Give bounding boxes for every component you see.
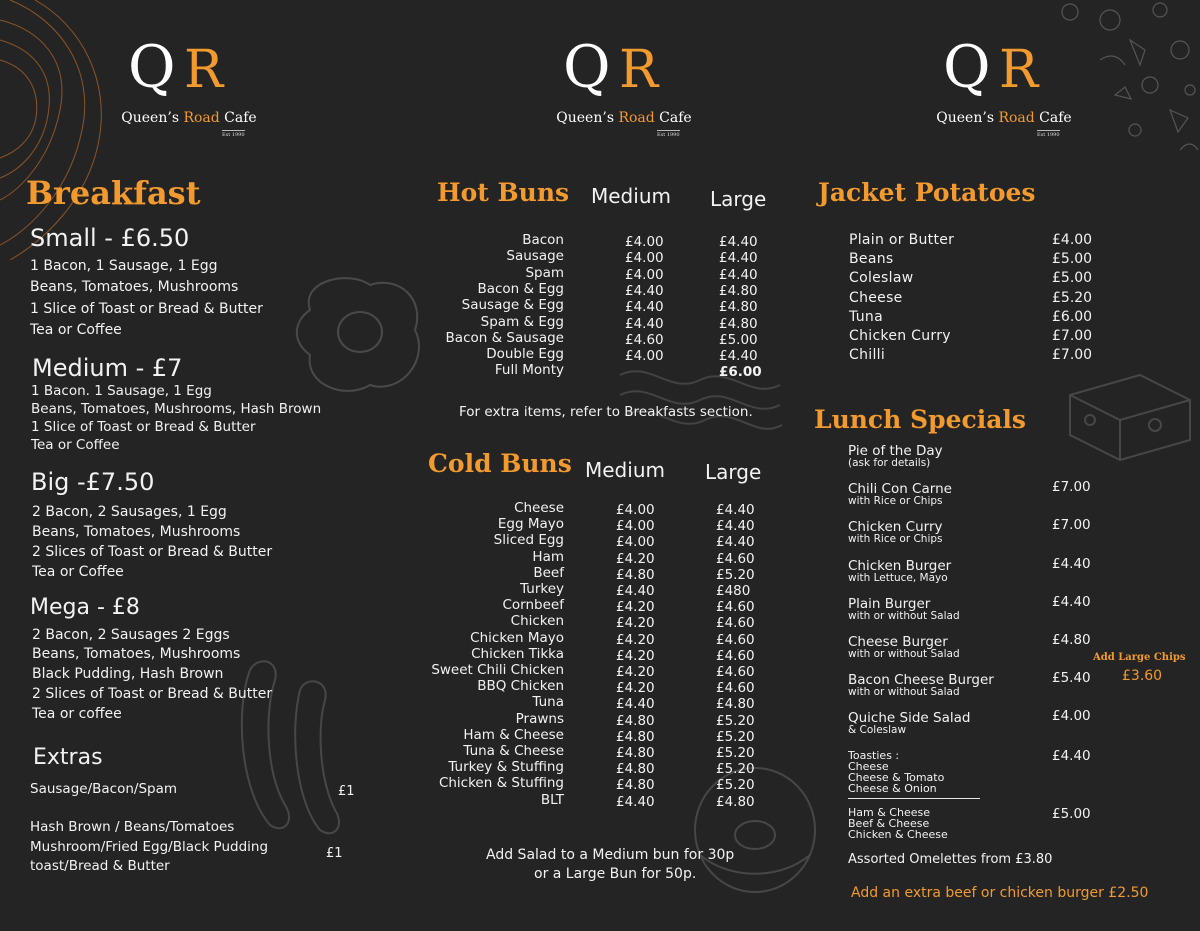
toasties2-line: Chicken & Cheese [848,828,948,841]
cold-bun-name: Ham [532,548,564,565]
big-line: 2 Slices of Toast or Bread & Butter [32,544,273,560]
toasties2-line: Beef & Cheese [848,817,930,830]
large-chips-price: £3.60 [1122,668,1163,684]
hot-buns-large-header: Large [710,187,767,211]
hot-bun-medium-price: £4.40 [625,299,664,316]
cold-bun-large-price: £4.40 [716,502,755,518]
cold-bun-medium-price: £4.80 [616,777,655,794]
jacket-potato-price: £4.00 [1052,232,1093,248]
cold-bun-medium-price: £4.20 [616,615,655,632]
logo-left [104,33,284,148]
breakfast-title: Breakfast [26,174,201,212]
cold-bun-medium-price: £4.80 [616,712,655,729]
toasties-line: Toasties : [848,749,900,762]
cold-bun-large-price: £480 [716,583,751,599]
lunch-special-sub: with or without Salad [848,686,960,699]
salad-note-line2: or a Large Bun for 50p. [534,866,697,882]
cold-bun-name: Cheese [514,500,564,516]
toasties-price: £4.40 [1052,748,1091,764]
hot-bun-name: Sausage [506,248,564,265]
cold-bun-medium-price: £4.80 [616,761,655,778]
cold-bun-medium-price: £4.40 [616,583,655,599]
hot-bun-medium-price: £4.40 [625,282,664,299]
lunch-specials-title: Lunch Specials [814,405,1026,434]
cold-bun-large-price: £4.40 [716,518,755,535]
bagel-decoration [690,760,820,920]
big-line: Tea or Coffee [32,564,124,580]
jacket-potato-price: £5.00 [1052,251,1093,268]
large-chips-label: Add Large Chips [1093,652,1186,663]
cold-bun-medium-price: £4.40 [616,793,655,810]
lunch-special-name: Pie of the Day [848,443,943,459]
logo-name: Queen’s Road Cafe [556,110,692,126]
hot-bun-name: Bacon [522,232,564,248]
logo-r: R [619,40,659,100]
small-line: Tea or Coffee [30,322,122,338]
hot-bun-large-price: £4.40 [719,250,758,267]
hot-bun-medium-price: £4.00 [625,250,664,267]
medium-line: 1 Bacon. 1 Sausage, 1 Egg [31,383,212,399]
jacket-potatoes-title: Jacket Potatoes [818,178,1036,207]
cold-bun-large-price: £4.60 [716,647,755,664]
lunch-special-name: Quiche Side Salad [848,710,971,727]
cold-bun-name: Chicken Mayo [470,629,564,646]
hot-bun-medium-price: £4.00 [625,234,664,250]
hot-bun-large-price: £4.80 [719,282,758,299]
cold-bun-medium-price: £4.20 [616,664,655,680]
jacket-potato-price: £5.20 [1052,289,1093,306]
toasties-divider [848,798,980,799]
sausages-decoration [230,650,350,840]
hot-bun-name: Spam & Egg [480,313,564,330]
hot-bun-large-price: £4.40 [719,234,758,250]
cold-bun-medium-price: £4.00 [616,502,655,518]
jacket-potato-name: Coleslaw [849,270,914,287]
toasties2-price: £5.00 [1052,806,1091,822]
cold-bun-medium-price: £4.80 [616,745,655,761]
logo-q: Q [943,33,991,101]
cold-bun-large-price: £5.20 [716,777,755,794]
cold-bun-large-price: £5.20 [716,728,755,745]
mega-line: Tea or coffee [32,706,122,722]
fried-egg-decoration [290,270,430,400]
salad-note-line1: Add Salad to a Medium bun for 30p [486,847,735,863]
toasties-line: Cheese & Tomato [848,771,945,784]
lunch-special-name: Chicken Curry [848,519,943,536]
logo-name: Queen’s Road Cafe [936,110,1072,126]
hot-bun-large-price: £5.00 [719,331,758,348]
hot-bun-medium-price: £4.00 [625,348,664,365]
cold-bun-medium-price: £4.80 [616,728,655,745]
hot-bun-large-price: £4.80 [719,299,758,316]
hot-bun-large-price: £4.40 [719,266,758,283]
hot-bun-large-price: £6.00 [719,364,762,381]
lunch-special-price: £4.80 [1052,632,1091,648]
jacket-potato-name: Beans [849,251,894,268]
lunch-special-sub: with Lettuce, Mayo [848,571,948,584]
logo-center [539,33,719,148]
medium-line: Tea or Coffee [31,437,120,453]
toasties-line: Cheese [848,760,889,773]
cold-bun-name: Chicken & Stuffing [438,775,564,792]
logo-r: R [184,40,224,100]
lunch-special-name: Bacon Cheese Burger [848,672,994,689]
hot-bun-name: Spam [525,264,564,281]
hot-bun-name: Bacon & Egg [477,280,564,297]
lunch-special-name: Plain Burger [848,595,931,612]
extra-burger-line: Add an extra beef or chicken burger £2.50 [851,885,1149,901]
cold-bun-large-price: £4.60 [716,615,755,632]
extras-heading: Extras [33,745,103,770]
cold-bun-name: BBQ Chicken [477,678,564,695]
cold-bun-name: Tuna [532,694,564,711]
cold-bun-large-price: £4.60 [716,680,755,697]
cold-bun-name: Prawns [515,710,564,727]
lunch-special-price: £4.40 [1052,555,1091,572]
toasties-line: Cheese & Onion [848,782,937,795]
cold-buns-title: Cold Buns [428,449,572,478]
cold-bun-large-price: £4.40 [716,534,755,551]
cold-bun-medium-price: £4.00 [616,518,655,535]
cold-bun-medium-price: £4.20 [616,680,655,697]
cold-bun-medium-price: £4.20 [616,599,655,616]
lunch-special-sub: with or without Salad [848,648,960,660]
jacket-potato-price: £6.00 [1052,308,1093,325]
cold-bun-medium-price: £4.20 [616,647,655,664]
lunch-special-sub: & Coleslaw [848,724,907,737]
cold-bun-large-price: £5.20 [716,566,755,583]
toasties2-line: Ham & Cheese [848,806,930,819]
extras-price: £1 [326,846,343,861]
cold-bun-large-price: £4.60 [716,664,755,680]
mega-line: Black Pudding, Hash Brown [32,666,224,682]
cold-bun-medium-price: £4.20 [616,631,655,648]
cold-bun-large-price: £4.80 [716,696,755,713]
lunch-special-price: £4.40 [1052,593,1091,610]
jacket-potato-name: Cheese [849,289,903,306]
cold-bun-name: Beef [533,564,564,581]
cold-bun-name: Turkey [520,581,564,597]
cold-bun-large-price: £5.20 [716,712,755,729]
logo-name: Queen’s Road Cafe [121,110,257,126]
cold-bun-medium-price: £4.00 [616,534,655,551]
logo-right [919,33,1099,148]
small-line: Beans, Tomatoes, Mushrooms [30,279,239,295]
lunch-special-name: Chili Con Carne [848,481,952,498]
cold-bun-name: Sliced Egg [493,532,564,549]
extras-item: toast/Bread & Butter [30,858,170,874]
small-breakfast-heading: Small - £6.50 [30,224,190,252]
lunch-special-price: £7.00 [1052,517,1091,534]
cold-buns-medium-header: Medium [585,458,665,482]
cold-bun-name: Turkey & Stuffing [448,759,564,776]
cold-bun-medium-price: £4.80 [616,566,655,583]
small-line: 1 Bacon, 1 Sausage, 1 Egg [30,258,218,274]
bacon-decoration [610,355,790,445]
medium-line: 1 Slice of Toast or Bread & Butter [31,419,256,435]
cold-bun-large-price: £4.60 [716,550,755,567]
hot-bun-name: Bacon & Sausage [445,329,564,346]
omelettes-line: Assorted Omelettes from £3.80 [848,852,1053,867]
cold-bun-name: Ham & Cheese [463,726,564,743]
lunch-special-sub: with or without Salad [848,609,960,622]
big-breakfast-heading: Big -£7.50 [31,468,155,496]
cold-bun-name: Cornbeef [502,597,564,614]
jacket-potato-name: Plain or Butter [849,232,955,248]
logo-r: R [999,40,1039,100]
mega-line: Beans, Tomatoes, Mushrooms [32,646,241,662]
cold-bun-large-price: £4.80 [716,793,755,810]
logo-q: Q [563,33,611,101]
lunch-special-price: £7.00 [1052,479,1091,496]
hot-bun-name: Double Egg [486,346,564,363]
hot-bun-name: Full Monty [494,362,564,379]
hot-bun-medium-price: £4.60 [625,331,664,348]
extras-item: Sausage/Bacon/Spam [30,781,178,797]
cold-bun-name: Chicken Tikka [471,645,564,662]
jacket-potato-price: £5.00 [1052,270,1093,287]
cold-bun-name: Egg Mayo [497,516,564,533]
extras-item: Mushroom/Fried Egg/Black Pudding [30,839,269,855]
jacket-potato-name: Tuna [849,308,883,325]
mega-breakfast-heading: Mega - £8 [30,595,140,620]
big-line: Beans, Tomatoes, Mushrooms [32,524,241,540]
hot-bun-medium-price: £4.00 [625,266,664,283]
logo-est: Est 1990 [222,132,245,138]
medium-line: Beans, Tomatoes, Mushrooms, Hash Brown [31,401,322,417]
cold-bun-name: BLT [540,791,564,808]
hot-buns-note: For extra items, refer to Breakfasts section. [459,404,753,420]
mega-line: 2 Bacon, 2 Sausages 2 Eggs [32,627,230,643]
big-line: 2 Bacon, 2 Sausages, 1 Egg [32,504,227,520]
cold-bun-name: Sweet Chili Chicken [431,662,564,678]
logo-est: Est 1990 [1037,132,1060,138]
cold-bun-name: Chicken [510,613,564,630]
lunch-special-sub: with Rice or Chips [848,495,943,508]
cold-bun-large-price: £5.20 [716,761,755,778]
small-line: 1 Slice of Toast or Bread & Butter [30,301,263,317]
cheese-decoration [1060,355,1200,465]
jacket-potato-price: £7.00 [1052,328,1093,344]
lunch-special-sub: with Rice or Chips [848,533,943,546]
hot-bun-name: Sausage & Egg [461,297,564,314]
jacket-potato-name: Chilli [849,347,886,364]
extras-price: £1 [338,784,355,799]
hot-buns-title: Hot Buns [437,178,570,207]
cold-bun-large-price: £4.60 [716,631,755,648]
hot-bun-medium-price: £4.40 [625,315,664,332]
logo-q: Q [128,33,176,101]
lunch-special-price: £4.00 [1052,708,1091,725]
logo-est: Est 1990 [657,132,680,138]
jacket-potato-name: Chicken Curry [849,328,951,344]
lunch-special-sub: (ask for details) [848,457,931,469]
jacket-potato-price: £7.00 [1052,347,1093,364]
mega-line: 2 Slices of Toast or Bread & Butter [32,686,273,702]
hot-bun-large-price: £4.40 [719,348,758,365]
lunch-special-name: Chicken Burger [848,557,952,574]
extras-item: Hash Brown / Beans/Tomatoes [30,819,235,835]
cold-bun-large-price: £5.20 [716,745,755,761]
lunch-special-price: £5.40 [1052,670,1091,687]
cold-bun-name: Tuna & Cheese [463,743,564,759]
hot-buns-medium-header: Medium [591,184,671,208]
cold-bun-medium-price: £4.20 [616,550,655,567]
cold-bun-medium-price: £4.40 [616,696,655,713]
lunch-special-name: Cheese Burger [848,634,948,650]
medium-breakfast-heading: Medium - £7 [32,354,183,382]
hot-bun-large-price: £4.80 [719,315,758,332]
cold-bun-large-price: £4.60 [716,599,755,616]
cold-buns-large-header: Large [705,460,762,484]
